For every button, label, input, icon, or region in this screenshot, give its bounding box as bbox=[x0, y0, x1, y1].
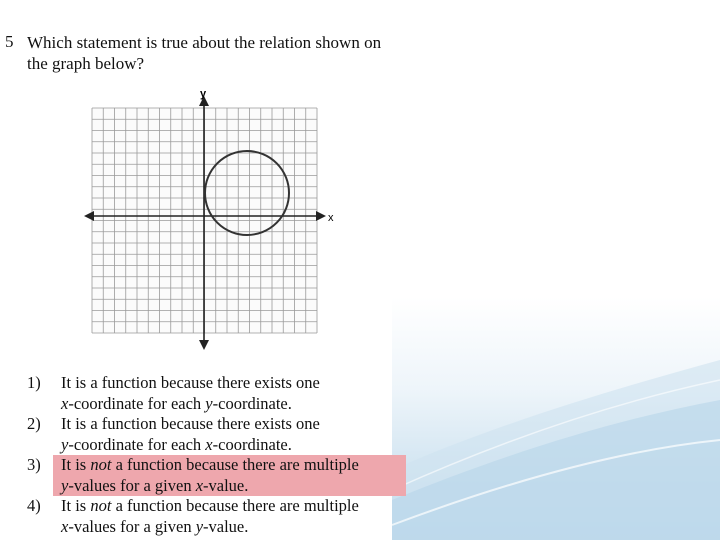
option-4[interactable] bbox=[27, 496, 387, 537]
x-axis-label: x bbox=[328, 212, 334, 224]
option-text: It is a function because there exists one x-coordinate for each y-coordinate. bbox=[61, 373, 320, 413]
y-axis-arrow-down-icon bbox=[199, 340, 209, 350]
x-axis-arrow-icon bbox=[316, 211, 326, 221]
option-text: It is not a function because there are multiple x-values for a given y-value. bbox=[61, 496, 359, 536]
x-axis-arrow-left-icon bbox=[84, 211, 94, 221]
option-1[interactable] bbox=[27, 373, 387, 414]
option-number: 3) bbox=[27, 455, 41, 474]
option-number: 1) bbox=[27, 373, 41, 392]
answer-options bbox=[27, 373, 387, 537]
option-text: It is not a function because there are multiple y-values for a given x-value. bbox=[61, 455, 359, 495]
question-document bbox=[0, 12, 392, 540]
option-2[interactable] bbox=[27, 414, 387, 455]
coordinate-graph bbox=[80, 88, 334, 352]
y-axis-label: y bbox=[200, 88, 207, 100]
question-number: 5 bbox=[5, 32, 14, 51]
option-number: 2) bbox=[27, 414, 41, 433]
wave-decoration bbox=[392, 0, 720, 540]
option-3-highlighted[interactable] bbox=[27, 455, 387, 496]
slide-background-decoration bbox=[392, 0, 720, 540]
option-text: It is a function because there exists one y-coordinate for each x-coordinate. bbox=[61, 414, 320, 454]
question-text: Which statement is true about the relation shown on the graph below? bbox=[27, 33, 382, 73]
option-number: 4) bbox=[27, 496, 41, 515]
